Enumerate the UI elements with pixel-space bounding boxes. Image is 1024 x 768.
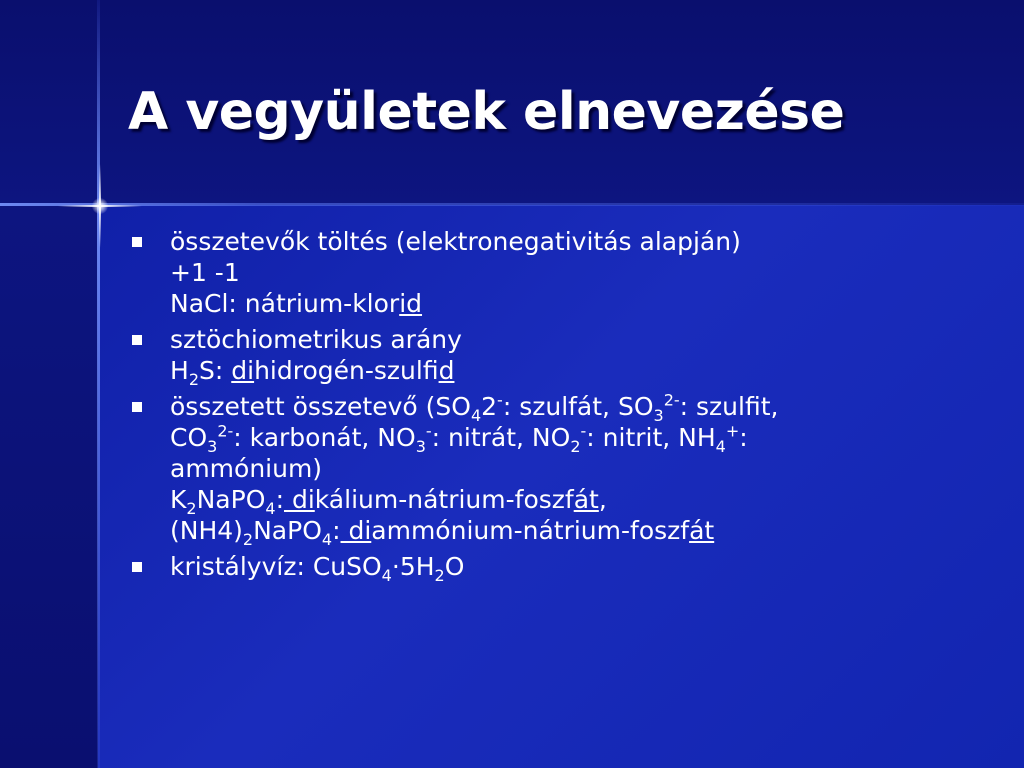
text-segment: +1 -1 [170, 258, 240, 287]
text-segment: 2 [434, 566, 445, 585]
bullet-list [128, 226, 988, 587]
text-segment: : [332, 516, 341, 545]
text-segment: S: [199, 356, 232, 385]
bullet-line [170, 355, 988, 389]
text-segment: : nitrit, NH [586, 423, 716, 452]
text-segment: 2- [217, 421, 234, 441]
text-segment: 2 [481, 392, 498, 421]
text-segment: + [725, 421, 740, 441]
text-segment: id [399, 289, 423, 318]
text-segment: hidrogén-szulf [254, 356, 439, 385]
text-segment: 2 [186, 499, 197, 518]
bullet-line [170, 257, 988, 288]
text-segment: - [425, 421, 432, 441]
text-segment: (NH4) [170, 516, 243, 545]
bullet-line [170, 484, 988, 518]
text-segment: 4 [265, 499, 276, 518]
left-band [0, 205, 98, 768]
bullet-line [170, 453, 988, 484]
text-segment: di [284, 485, 315, 514]
text-segment: 2- [663, 390, 680, 410]
text-segment: 3 [207, 437, 218, 456]
text-segment: 4 [470, 406, 482, 425]
text-segment: : nitrát, NO [431, 423, 571, 452]
bullet-item [128, 551, 988, 585]
bullet-item [128, 226, 988, 319]
text-segment: : karbonát, NO [233, 423, 416, 452]
text-segment: 3 [415, 437, 426, 456]
text-segment: 3 [653, 406, 664, 425]
bullet-line [170, 324, 988, 355]
text-segment: K [170, 485, 187, 514]
text-segment: NaPO [196, 485, 266, 514]
horizontal-divider [0, 203, 1024, 206]
text-segment: di [231, 356, 255, 385]
text-segment: : [275, 485, 284, 514]
text-segment: id [438, 356, 455, 385]
text-segment: : [739, 423, 748, 452]
slide-title: A vegyületek elnevezése [128, 82, 845, 142]
square-bullet-icon [132, 562, 142, 572]
text-segment: ammónium-nátrium-foszf [371, 516, 690, 545]
text-segment: 4 [715, 437, 726, 456]
text-segment: di [340, 516, 372, 545]
text-segment: át [689, 516, 715, 545]
text-segment: át [573, 485, 599, 514]
bullet-line [170, 390, 988, 425]
text-segment: H [170, 356, 189, 385]
text-segment: CO [170, 423, 208, 452]
text-segment: NaCl: nátrium-klor [170, 289, 400, 318]
text-segment: 2 [188, 370, 199, 389]
text-segment: : szulfit, [679, 392, 779, 421]
text-segment: összetevők töltés (elektronegativitás alapján) [170, 227, 741, 256]
text-segment: kristályvíz: CuSO [170, 552, 382, 581]
text-segment: - [580, 421, 587, 441]
text-segment: sztöchiometrikus arány [170, 325, 462, 354]
text-segment: 2 [242, 530, 254, 549]
text-segment: 2 [570, 437, 581, 456]
text-segment: , [598, 485, 607, 514]
bullet-item [128, 324, 988, 389]
bullet-line [170, 421, 988, 456]
bullet-line [170, 226, 988, 257]
square-bullet-icon [132, 335, 142, 345]
text-segment: NaPO [253, 516, 322, 545]
text-segment: ammónium) [170, 454, 323, 483]
bullet-line [170, 515, 988, 549]
text-segment: összetett összetevő (SO [170, 392, 471, 421]
text-segment: : szulfát, SO [502, 392, 654, 421]
vertical-divider [97, 0, 100, 768]
text-segment: 4 [321, 530, 333, 549]
bullet-line [170, 288, 988, 319]
bullet-line [170, 551, 988, 585]
text-segment: 5H [399, 552, 435, 581]
text-segment: 4 [381, 566, 392, 585]
text-segment: - [497, 390, 503, 410]
square-bullet-icon [132, 237, 142, 247]
text-segment: kálium-nátrium-foszf [314, 485, 574, 514]
text-segment: · [391, 552, 400, 581]
bullet-item [128, 390, 988, 549]
square-bullet-icon [132, 402, 142, 412]
text-segment: O [444, 552, 465, 581]
